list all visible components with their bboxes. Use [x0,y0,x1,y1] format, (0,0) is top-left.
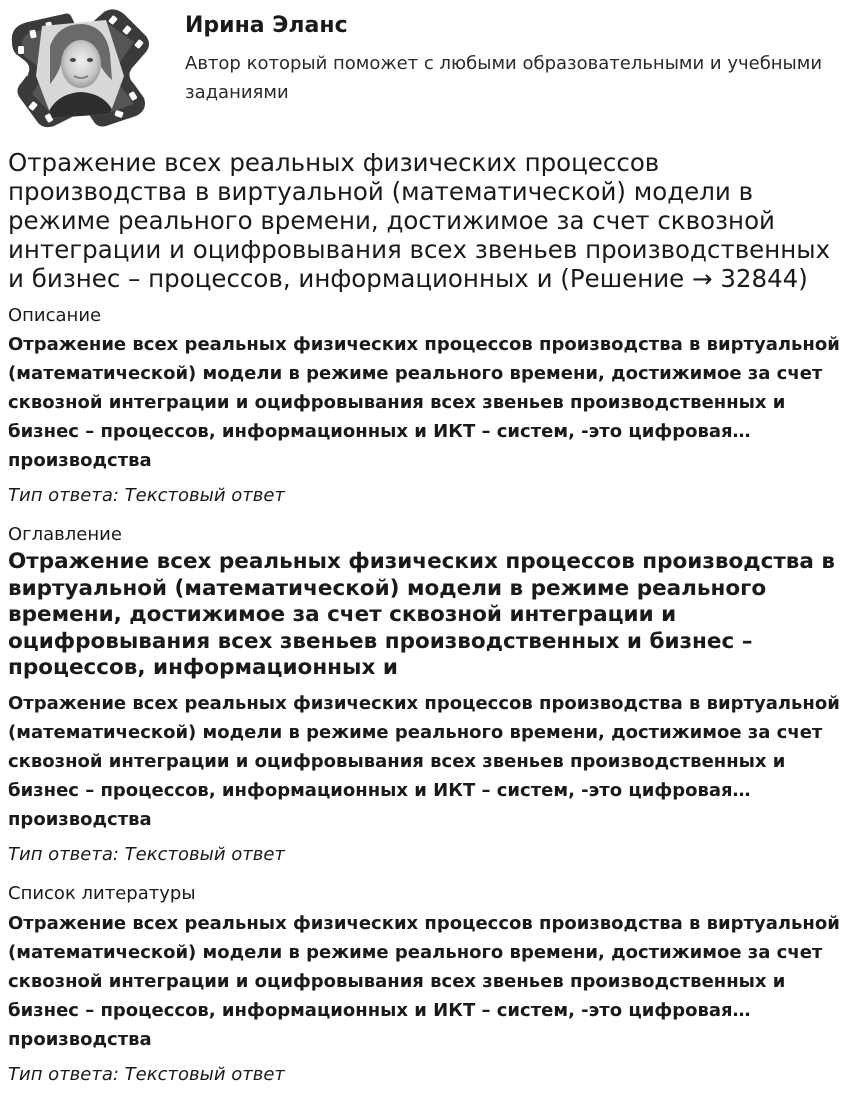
section-label: Список литературы [8,883,196,904]
answer-type: Тип ответа: Текстовый ответ [8,1064,285,1085]
section-label: Оглавление [8,524,122,545]
answer-type: Тип ответа: Текстовый ответ [8,485,285,506]
section-text: Отражение всех реальных физических процессов производства в виртуальной (математической) модели в режиме реального времени, достижимое за счет сквозной интеграции и оцифровывания всех звеньев производственных и бизнес – процессов, информационных и ИКТ – систем, -это цифровая… производства [8,334,840,471]
section-text: Отражение всех реальных физических процессов производства в виртуальной (математической) модели в режиме реального времени, достижимое за счет сквозной интеграции и оцифровывания всех звеньев производственных и бизнес – процессов, информационных и ИКТ – систем, -это цифровая… производства [8,913,840,1050]
page-title: Отражение всех реальных физических процессов производства в виртуальной (математической) модели в режиме реального времени, достижимое за счет сквозной интеграции и оцифровывания всех звеньев производственных и бизнес – процессов, информационных и (Решение → 32844) [8,148,831,293]
author-name: Ирина Эланс [185,13,348,38]
section-label: Описание [8,305,102,326]
answer-type: Тип ответа: Текстовый ответ [8,844,285,865]
author-description: Автор который поможет с любыми образовательными и учебными заданиями [185,53,823,103]
author-card [0,0,847,140]
author-avatar [6,6,152,130]
section-text: Отражение всех реальных физических процессов производства в виртуальной (математической) модели в режиме реального времени, достижимое за счет сквозной интеграции и оцифровывания всех звеньев производственных и бизнес – процессов, информационных и ИКТ – систем, -это цифровая… производства [8,693,840,830]
section-heading: Отражение всех реальных физических процессов производства в виртуальной (математической) модели в режиме реального времени, достижимое за счет сквозной интеграции и оцифровывания всех звеньев производственных и бизнес – процессов, информационных и [8,549,836,680]
